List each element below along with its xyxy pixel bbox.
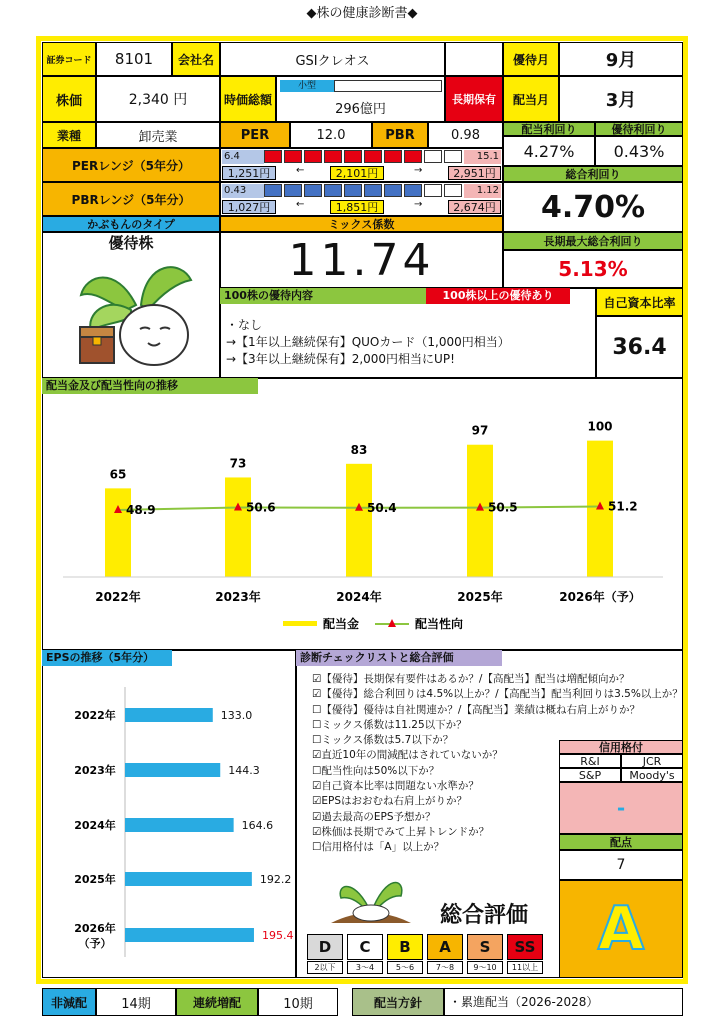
yutai-line-1: ・なし bbox=[226, 318, 263, 332]
checklist-item-text: 信用格付は「A」以上か？ bbox=[321, 841, 445, 854]
yutai-month-label: 優待月 bbox=[503, 42, 559, 76]
range-square bbox=[284, 150, 302, 163]
checklist-item-text: 【優待】長期保有要件はあるか？/【高配当】配当は増配傾向か？ bbox=[321, 673, 630, 685]
div-bar-label: 65 bbox=[109, 467, 127, 482]
div-month-label: 配当月 bbox=[503, 76, 559, 122]
equity-ratio: 36.4 bbox=[596, 316, 683, 378]
checked-box-icon: ☑ bbox=[312, 825, 322, 838]
eps-bar bbox=[125, 708, 213, 722]
checklist-item-text: ミックス係数は11.25以下か？ bbox=[321, 718, 467, 731]
score-label: 配点 bbox=[559, 834, 683, 850]
stock-price: 2,340 円 bbox=[96, 76, 220, 122]
yutai-over-label: 100株以上の優待あり bbox=[426, 288, 570, 304]
div-month: 3月 bbox=[559, 76, 683, 122]
per-arrow-right: → bbox=[414, 165, 423, 176]
range-square bbox=[424, 184, 442, 197]
range-square bbox=[404, 150, 422, 163]
div-x-label: 2025年 bbox=[457, 590, 503, 604]
grade-d: D bbox=[307, 934, 343, 960]
range-square bbox=[364, 184, 382, 197]
unchecked-box-icon: ☐ bbox=[312, 841, 322, 854]
yutai-line-2: →【1年以上継続保有】QUOカード（1,000円相当） bbox=[226, 335, 510, 349]
payout-label: 51.2 bbox=[608, 499, 638, 514]
div-yield: 4.27% bbox=[503, 136, 595, 166]
checked-box-icon: ☑ bbox=[312, 795, 322, 808]
div-bar bbox=[225, 477, 251, 577]
pbr-label: PBR bbox=[372, 122, 428, 148]
per-mid-price: 2,101円 bbox=[330, 166, 384, 180]
stock-type: 優待株 bbox=[108, 234, 154, 252]
checklist-item-text: 株価は長期でみて上昇トレンドか？ bbox=[321, 825, 490, 838]
company-name: GSIクレオス bbox=[220, 42, 445, 76]
checked-box-icon: ☑ bbox=[312, 810, 322, 823]
mix-coefficient: 11.74 bbox=[220, 232, 503, 288]
per-label: PER bbox=[220, 122, 290, 148]
eps-chart-label: EPSの推移（5年分） bbox=[42, 650, 172, 666]
overall-grade-letter: A bbox=[597, 894, 645, 964]
range-square bbox=[344, 184, 362, 197]
credit-label: 信用格付 bbox=[559, 740, 683, 754]
yutai-line-3: →【3年以上継続保有】2,000円相当にUP! bbox=[226, 352, 455, 366]
checklist-item-text: 自己資本比率は問題ない水準か？ bbox=[321, 780, 479, 793]
checked-box-icon: ☑ bbox=[312, 780, 322, 793]
policy-label: 配当方針 bbox=[352, 988, 444, 1016]
turnip-mascot-icon bbox=[76, 255, 206, 373]
yutai-month: 9月 bbox=[559, 42, 683, 76]
div-x-label: 2022年 bbox=[95, 590, 141, 604]
price-label: 株価 bbox=[42, 76, 96, 122]
checklist-label: 診断チェックリストと総合評価 bbox=[296, 650, 502, 666]
legend-line-label: 配当性向 bbox=[415, 617, 464, 631]
pbr-squares bbox=[264, 184, 464, 198]
payout-label: 48.9 bbox=[126, 503, 156, 517]
grade-range: 3～4 bbox=[347, 961, 383, 974]
credit-value: - bbox=[559, 782, 683, 834]
mcap-label: 時価総額 bbox=[220, 76, 276, 122]
pbr-high-price: 2,674円 bbox=[448, 200, 501, 214]
grade-range: 7～8 bbox=[427, 961, 463, 974]
industry-label: 業種 bbox=[42, 122, 96, 148]
checklist-item-text: 直近10年の間減配はされていないか？ bbox=[321, 749, 503, 762]
checklist-item-text: 過去最高のEPS予想か？ bbox=[321, 810, 436, 823]
unchecked-box-icon: ☐ bbox=[312, 734, 322, 747]
eps-bar bbox=[125, 763, 220, 777]
range-square bbox=[364, 150, 382, 163]
mcap-size-badge: 小型 bbox=[280, 80, 334, 92]
eps-bar bbox=[125, 928, 254, 942]
non-cut: 14期 bbox=[96, 988, 176, 1016]
payout-label: 50.5 bbox=[488, 500, 518, 515]
eps-value-label: 144.3 bbox=[228, 764, 260, 777]
per-high-price: 2,951円 bbox=[448, 166, 501, 180]
per-range-label: PERレンジ（5年分） bbox=[42, 148, 220, 182]
market-cap: 296億円 bbox=[335, 102, 386, 117]
checklist-item bbox=[312, 718, 682, 733]
credit-jcr: JCR bbox=[621, 754, 683, 768]
div-yield-label: 配当利回り bbox=[503, 122, 595, 136]
div-bar-label: 97 bbox=[471, 423, 489, 438]
div-chart bbox=[43, 395, 682, 649]
stock-code: 8101 bbox=[96, 42, 172, 76]
range-square bbox=[384, 150, 402, 163]
range-square bbox=[444, 184, 462, 197]
range-square bbox=[404, 184, 422, 197]
payout-label: 50.4 bbox=[367, 500, 397, 515]
yutai-yield: 0.43% bbox=[595, 136, 683, 166]
eps-category-label: 2024年 bbox=[74, 819, 116, 832]
eps-bar bbox=[125, 872, 252, 886]
pbr-arrow-right: → bbox=[414, 199, 423, 210]
range-square bbox=[304, 184, 322, 197]
unchecked-box-icon: ☐ bbox=[312, 764, 322, 777]
unchecked-box-icon: ☐ bbox=[312, 718, 322, 731]
eps-category-label: （予） bbox=[78, 937, 112, 950]
div-bar-label: 83 bbox=[350, 442, 368, 457]
total-yield: 4.70% bbox=[503, 182, 683, 232]
checklist-item-text: 【優待】総合利回りは4.5%以上か？/【高配当】配当利回りは3.5%以上か？ bbox=[321, 688, 683, 701]
pbr-max: 1.12 bbox=[464, 184, 501, 198]
checklist-item bbox=[312, 687, 682, 702]
max-total-yield: 5.13% bbox=[503, 250, 683, 288]
div-x-label: 2024年 bbox=[336, 590, 382, 604]
checklist-item-text: 配当性向は50%以下か？ bbox=[321, 764, 440, 777]
grade-range: 5～6 bbox=[387, 961, 423, 974]
mix-label: ミックス係数 bbox=[220, 216, 503, 232]
eps-value-label: 133.0 bbox=[220, 709, 253, 722]
per-arrow-left: ← bbox=[296, 165, 305, 176]
grade-range: 11以上 bbox=[507, 961, 543, 974]
legend-bar-label: 配当金 bbox=[323, 617, 360, 631]
checked-box-icon: ☑ bbox=[312, 749, 322, 762]
consec-inc: 10期 bbox=[258, 988, 338, 1016]
range-square bbox=[424, 150, 442, 163]
range-square bbox=[264, 184, 282, 197]
grade-s: S bbox=[467, 934, 503, 960]
eps-value-label: 192.2 bbox=[259, 873, 292, 886]
grade-range: 9～10 bbox=[467, 961, 503, 974]
checklist-item-text: EPSはおおむね右肩上がりか？ bbox=[321, 795, 468, 808]
equity-ratio-label: 自己資本比率 bbox=[596, 288, 683, 316]
div-bar-label: 100 bbox=[587, 419, 613, 434]
credit-ri: R&I bbox=[559, 754, 621, 768]
per-low-price: 1,251円 bbox=[222, 166, 276, 180]
long-hold-badge: 長期保有 bbox=[445, 76, 503, 122]
checklist-item-text: ミックス係数は5.7以下か？ bbox=[321, 734, 454, 747]
total-yield-label: 総合利回り bbox=[503, 166, 683, 182]
div-bar bbox=[105, 488, 131, 577]
grade-c: C bbox=[347, 934, 383, 960]
grade-ss: SS bbox=[507, 934, 543, 960]
range-square bbox=[344, 150, 362, 163]
grade-scale bbox=[307, 934, 547, 972]
checklist-item bbox=[312, 703, 682, 718]
div-bar bbox=[346, 464, 372, 577]
per-min: 6.4 bbox=[222, 150, 264, 164]
mcap-track bbox=[334, 80, 442, 92]
yutai-content-label: 100株の優待内容 bbox=[220, 288, 426, 304]
industry: 卸売業 bbox=[96, 122, 220, 148]
checked-box-icon: ☑ bbox=[312, 673, 322, 685]
per-squares bbox=[264, 150, 464, 164]
eps-category-label: 2026年 bbox=[74, 922, 116, 935]
max-total-yield-label: 長期最大総合利回り bbox=[503, 232, 683, 250]
pbr-arrow-left: ← bbox=[296, 199, 305, 210]
pbr-low-price: 1,027円 bbox=[222, 200, 276, 214]
range-square bbox=[264, 150, 282, 163]
per-max: 15.1 bbox=[464, 150, 501, 164]
div-bar-label: 73 bbox=[229, 456, 247, 471]
checked-box-icon: ☑ bbox=[312, 688, 322, 701]
policy: ・累進配当（2026-2028） bbox=[444, 988, 683, 1016]
eps-value-label: 164.6 bbox=[241, 819, 274, 832]
checklist-item bbox=[312, 672, 682, 687]
code-label: 証券コード bbox=[42, 42, 96, 76]
consec-inc-label: 連続増配 bbox=[176, 988, 258, 1016]
eps-bar bbox=[125, 818, 234, 832]
company-label: 会社名 bbox=[172, 42, 220, 76]
credit-sp: S&P bbox=[559, 768, 621, 782]
eps-category-label: 2025年 bbox=[74, 873, 116, 886]
pbr-value: 0.98 bbox=[428, 122, 503, 148]
grade-b: B bbox=[387, 934, 423, 960]
overall-grade bbox=[559, 880, 683, 978]
type-label: かぶもんのタイプ bbox=[42, 216, 220, 232]
legend-bar-swatch bbox=[283, 621, 317, 626]
range-square bbox=[324, 150, 342, 163]
eps-chart bbox=[43, 667, 295, 977]
range-square bbox=[304, 150, 322, 163]
div-chart-label: 配当金及び配当性向の推移 bbox=[42, 378, 258, 394]
div-x-label: 2026年（予） bbox=[559, 590, 641, 604]
non-cut-label: 非減配 bbox=[42, 988, 96, 1016]
turnip-small-icon bbox=[326, 868, 416, 928]
unchecked-box-icon: ☐ bbox=[312, 703, 322, 716]
eps-value-label: 195.4 bbox=[261, 929, 294, 942]
range-square bbox=[384, 184, 402, 197]
grade-range: 2以下 bbox=[307, 961, 343, 974]
checklist-item-text: 【優待】優待は自社関連か？/【高配当】業績は概ね右肩上がりか？ bbox=[321, 703, 640, 716]
score: 7 bbox=[559, 850, 683, 880]
range-square bbox=[324, 184, 342, 197]
overall-label: 総合評価 bbox=[440, 903, 529, 928]
range-square bbox=[284, 184, 302, 197]
credit-moodys: Moody's bbox=[621, 768, 683, 782]
eps-category-label: 2022年 bbox=[74, 709, 116, 722]
pbr-range-label: PBRレンジ（5年分） bbox=[42, 182, 220, 216]
pbr-min: 0.43 bbox=[222, 184, 264, 198]
div-x-label: 2023年 bbox=[215, 590, 261, 604]
grade-a: A bbox=[427, 934, 463, 960]
yutai-yield-label: 優待利回り bbox=[595, 122, 683, 136]
range-square bbox=[444, 150, 462, 163]
blank-cell bbox=[445, 42, 503, 76]
eps-category-label: 2023年 bbox=[74, 764, 116, 777]
pbr-mid-price: 1,851円 bbox=[330, 200, 384, 214]
document-title: ◆株の健康診断書◆ bbox=[306, 6, 418, 21]
payout-label: 50.6 bbox=[246, 500, 276, 515]
per-value: 12.0 bbox=[290, 122, 372, 148]
